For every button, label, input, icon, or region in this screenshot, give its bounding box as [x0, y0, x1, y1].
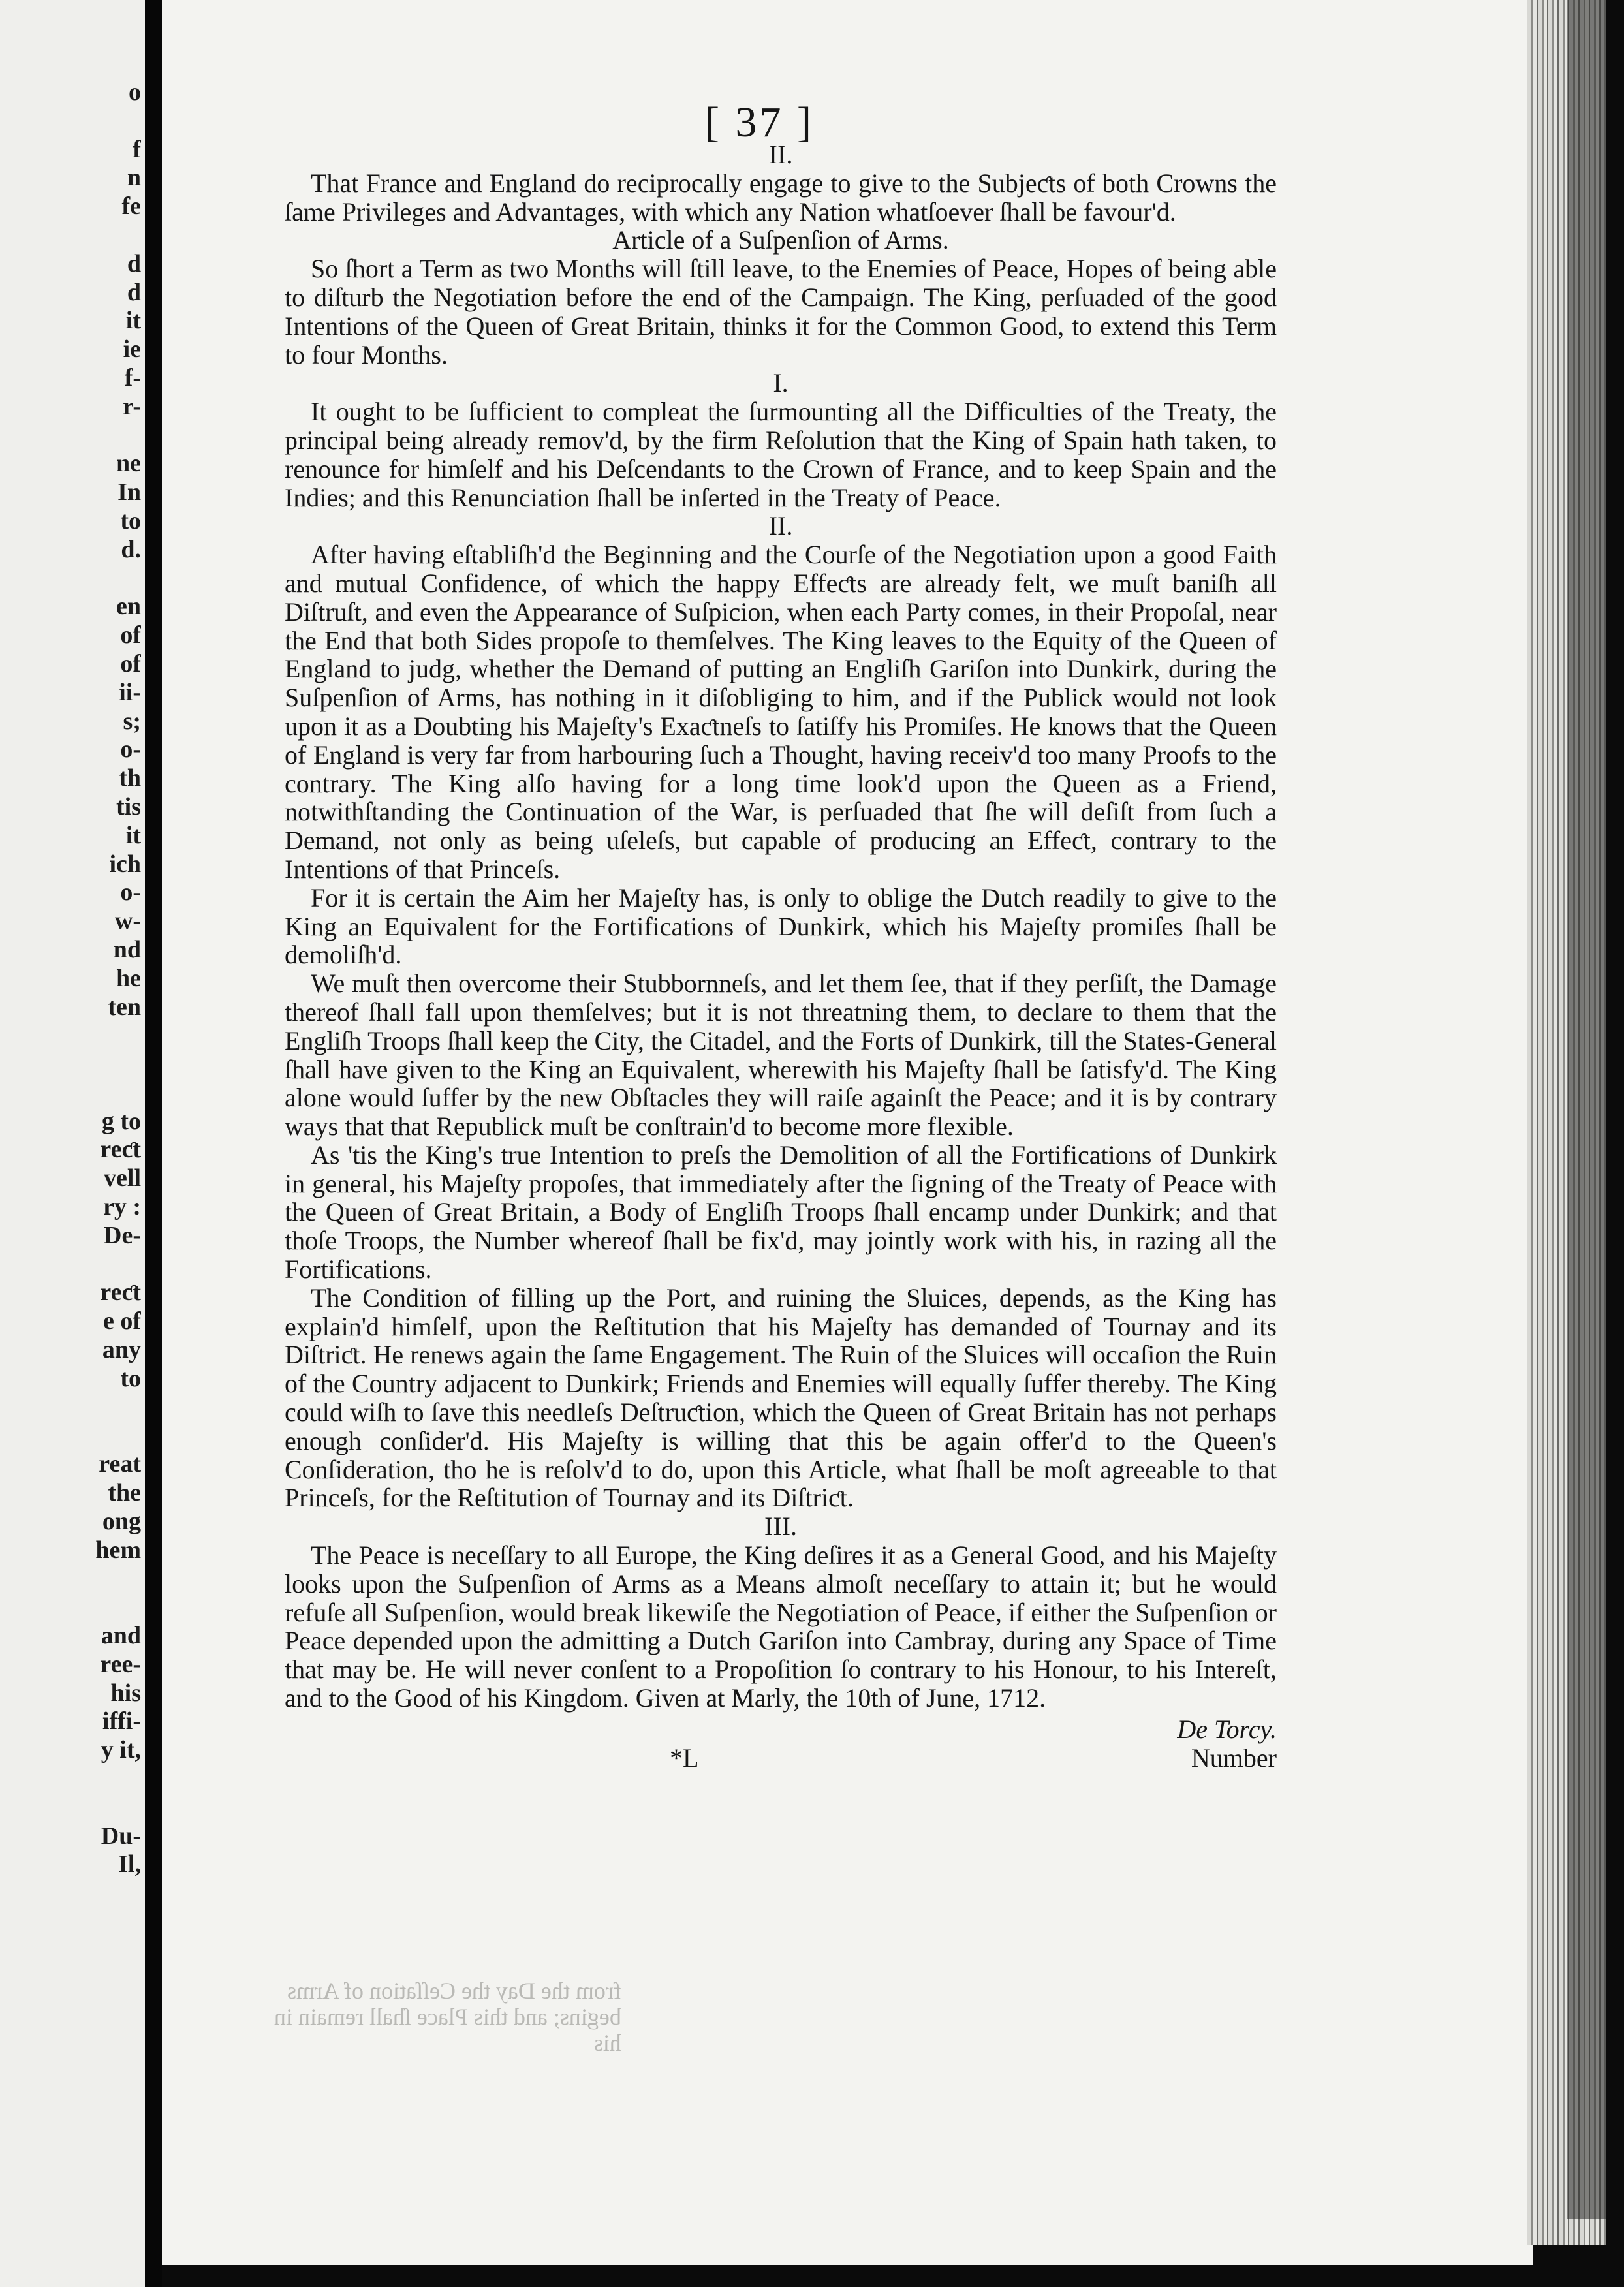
margin-fragment: d — [127, 278, 141, 306]
margin-fragment: the — [108, 1479, 141, 1507]
margin-fragment: fe — [121, 193, 141, 221]
margin-fragment: hem — [95, 1536, 141, 1564]
facing-page-left — [0, 0, 145, 2287]
margin-fragment: to — [120, 1364, 141, 1392]
margin-fragment: ich — [109, 850, 141, 878]
paragraph: It ought to be ſufficient to compleat the ſurmounting all the Difficulties of the Treaty, the principal being already remov'd, by the firm Reſolution that the King of Spain hath taken, to renounce for himſelf and his Deſcendants to the Crown of France, and to keep Spain and the Indies; and this Renunciation ſhall be inſerted in the Treaty of Peace. — [285, 397, 1277, 512]
margin-fragment: en — [116, 593, 141, 621]
paragraph: As 'tis the King's true Intention to preſs the Demolition of all the Fortifications of Dunkirk in general, his Majeſty propoſes, that immediately after the ſigning of the Treaty of Peace with the Queen of Great Britain, a Body of Engliſh Troops ſhall encamp under Dunkirk; and that thoſe Troops, the Number whereof ſhall be fix'd, may jointly work with his, in razing all the Fortifications. — [285, 1140, 1277, 1284]
margin-fragment: it — [125, 821, 141, 849]
paragraph-list — [285, 140, 1277, 1713]
margin-fragment: ten — [108, 993, 141, 1021]
body-text — [285, 140, 1277, 1772]
margin-fragment: d — [127, 249, 141, 277]
margin-fragment — [82, 1079, 141, 1108]
margin-fragment: it — [125, 307, 141, 335]
margin-fragment: tis — [116, 792, 141, 820]
margin-fragment: of — [120, 621, 141, 649]
section-heading: II. — [768, 511, 793, 541]
signature: De Torcy. — [1177, 1714, 1277, 1744]
margin-fragment: d. — [121, 535, 141, 563]
margin-fragment: o — [129, 78, 141, 106]
margin-fragment: his — [110, 1679, 141, 1707]
bleed-line: his — [593, 2030, 621, 2056]
margin-fragment: g to — [101, 1107, 141, 1135]
margin-fragment — [82, 1050, 141, 1079]
footer-line — [285, 1744, 1277, 1773]
margin-fragment: any — [102, 1336, 141, 1364]
margin-fragment: f- — [124, 364, 141, 392]
page-edge-shadow — [1567, 0, 1606, 2219]
margin-fragment: ne — [116, 450, 141, 478]
margin-fragment: ii- — [119, 678, 141, 706]
margin-fragment — [82, 107, 141, 136]
facing-page-margin-text — [82, 78, 141, 1879]
margin-fragment: ree- — [100, 1650, 141, 1678]
margin-fragment: w- — [114, 907, 141, 935]
paragraph: So ſhort a Term as two Months will ſtill leave, to the Enemies of Peace, Hopes of being able to diſturb the Negotiation before the end of the Campaign. The King, perſuaded of the good Intentions of the Queen of Great Britain, thinks it for the Common Good, to extend this Term to four Months. — [285, 254, 1277, 369]
margin-fragment: Il, — [118, 1850, 141, 1878]
signature-mark: *L — [670, 1743, 699, 1773]
book-gutter — [145, 0, 162, 2287]
margin-fragment — [82, 422, 141, 450]
margin-fragment: reƈt — [100, 1136, 141, 1164]
margin-fragment: o- — [120, 879, 141, 907]
margin-fragment — [82, 221, 141, 250]
paragraph: We muſt then overcome their Stubbornneſs, and let them ſee, that if they perſiſt, the Damage thereof ſhall fall upon themſelves; but it is not threatning them, to declare to them that the Engliſh Troops ſhall keep the City, the Citadel, and the Forts of Dunkirk, till the States-General ſhall have given to the King an Equivalent, wherewith his Majeſty ſhall be ſatisfy'd. The King alone would ſuffer by the new Obſtacles they will raiſe againſt the Peace; and it is by contrary ways that that Republick muſt be conſtrain'd to become more flexible. — [285, 969, 1277, 1142]
bleed-line: begins; and this Place ſhall remain in — [274, 2004, 621, 2030]
margin-fragment: f — [133, 135, 141, 163]
margin-fragment — [82, 1422, 141, 1450]
margin-fragment — [82, 1021, 141, 1050]
margin-fragment: s; — [123, 707, 141, 735]
margin-fragment — [82, 1251, 141, 1279]
margin-fragment — [82, 565, 141, 593]
catchword: Number — [1191, 1743, 1277, 1773]
margin-fragment — [82, 1593, 141, 1622]
paragraph: The Peace is neceſſary to all Europe, the King deſires it as a General Good, and his Majeſty looks upon the Suſpenſion of Arms as a Means almoſt neceſſary to attain it; but he would refuſe all Suſpenſion, would break likewiſe the Negotiation of Peace, if either the Suſpenſion or Peace depended upon the admitting a Dutch Gariſon into Cambray, during any Space of Time that may be. He will never conſent to a Propoſition ſo contrary to his Honour, to his Intereſt, and to the Good of his Kingdom. Given at Marly, the 10th of June, 1712. — [285, 1540, 1277, 1713]
section-heading: II. — [768, 140, 793, 169]
section-heading: I. — [773, 368, 789, 398]
paragraph: For it is certain the Aim her Majeſty has, is only to oblige the Dutch readily to give to the King an Equivalent for the Fortifications of Dunkirk, which his Majeſty promiſes ſhall be demoliſh'd. — [285, 882, 1277, 970]
margin-fragment — [82, 1765, 141, 1794]
margin-fragment: th — [119, 764, 141, 792]
paragraph: The Condition of filling up the Port, and ruining the Sluices, depends, as the King has explain'd himſelf, upon the Reſtitution that his Majeſty has demanded of Tournay and its Diſtriƈt. He renews again the ſame Engagement. The Ruin of the Sluices will occaſion the Ruin of the Country adjacent to Dunkirk; Friends and Enemies will equally ſuffer thereby. The King could wiſh to ſave this needleſs Deſtruƈtion, which the Queen of Great Britain has not perhaps enough conſider'd. His Majeſty is willing that this be again offer'd to the Queen's Conſideration, tho he is reſolv'd to do, upon this Article, what ſhall be moſt agreeable to that Princeſs, for the Reſtitution of Tournay and its Diſtriƈt. — [285, 1283, 1277, 1513]
paragraph: After having eſtabliſh'd the Beginning and the Courſe of the Negotiation upon a good Faith and mutual Confidence, of which the happy Effeƈts are already felt, we muſt baniſh all Diſtruſt, and even the Appearance of Suſpicion, when each Party comes, in their Propoſal, near the End that both Sides propoſe to themſelves. The King leaves to the Equity of the Queen of England to judg, whether the Demand of putting an Engliſh Gariſon into Dunkirk, during the Suſpenſion of Arms, has nothing in it diſobliging to him, and if the Publick would not look upon it as a Doubting his Majeſty's Exaƈtneſs to ſatiſfy his Promiſes. He knows that the Queen of England is very far from harbouring ſuch a Thought, having receiv'd too many Proofs to the contrary. The King alſo having for a long time look'd upon the Queen as a Friend, notwithſtanding the Continuation of the War, is perſuaded that ſhe will deſiſt from ſuch a Demand, not only as being uſeleſs, but capable of producing an Effeƈt, contrary to the Intentions of that Princeſs. — [285, 540, 1277, 884]
bleed-line: from the Day the Ceſſation of Arms — [287, 1978, 621, 2004]
paragraph: That France and England do reciprocally engage to give to the Subjeƈts of both Crowns the ſame Privileges and Advantages, with which any Nation whatſoever ſhall be favour'd. — [285, 168, 1277, 226]
margin-fragment: Du- — [101, 1822, 141, 1850]
margin-fragment: of — [120, 649, 141, 677]
margin-fragment: vell — [104, 1164, 141, 1192]
page-number: [ 37 ] — [705, 99, 814, 146]
margin-fragment: r- — [122, 392, 141, 420]
margin-fragment: In — [117, 478, 141, 506]
margin-fragment — [82, 1794, 141, 1822]
margin-fragment: iffi- — [102, 1707, 141, 1735]
section-heading: Article of a Suſpenſion of Arms. — [612, 225, 949, 255]
margin-fragment: ie — [123, 335, 141, 364]
bleed-through-text — [274, 1978, 621, 2056]
margin-fragment: o- — [120, 736, 141, 764]
margin-fragment: n — [127, 164, 141, 192]
margin-fragment: reƈt — [100, 1279, 141, 1307]
margin-fragment — [82, 1564, 141, 1593]
margin-fragment: and — [101, 1622, 141, 1650]
margin-fragment: y it, — [101, 1736, 141, 1764]
section-heading: III. — [764, 1512, 797, 1542]
margin-fragment — [82, 1393, 141, 1422]
margin-fragment: ong — [102, 1507, 141, 1535]
margin-fragment: e of — [102, 1307, 141, 1335]
margin-fragment: he — [116, 964, 141, 992]
margin-fragment: De- — [104, 1221, 141, 1249]
margin-fragment: reat — [99, 1450, 141, 1478]
margin-fragment: ry : — [102, 1193, 141, 1221]
margin-fragment: nd — [113, 935, 141, 963]
margin-fragment: to — [120, 506, 141, 535]
